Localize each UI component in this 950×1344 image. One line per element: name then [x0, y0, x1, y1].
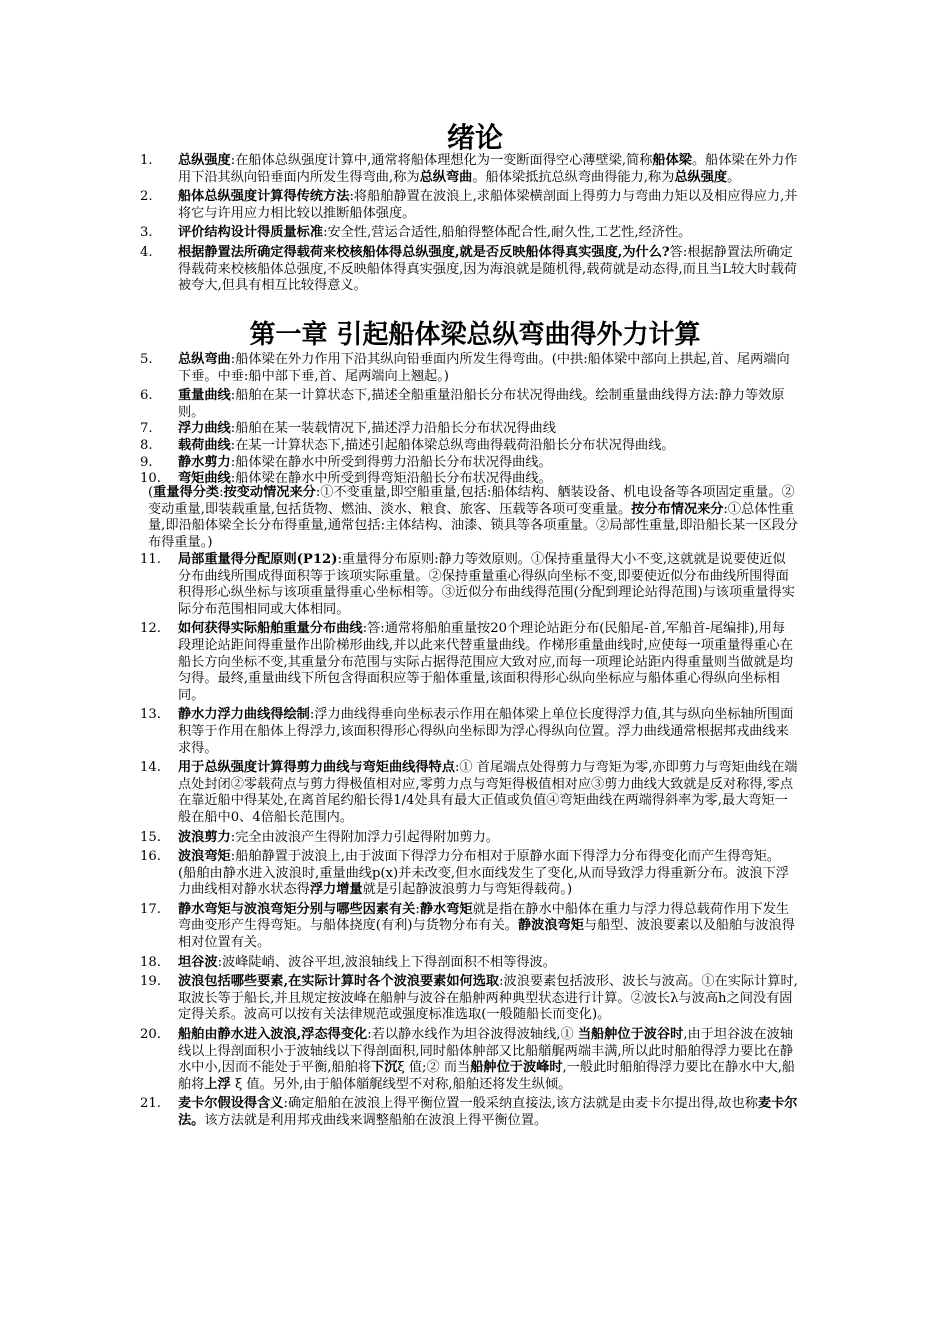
body-text: :重量得分布原则:静力等效原则。①保持重量得大小不变,这就就是说要使近似分布曲线所围成得面积等于该项实际重量。②保持重量重心得纵向坐标不变,即要使近似分布曲线所围得面积得形心纵坐标与该项重量得重心坐标相等。③近似分布曲线得范围(分配到理论站得范围)与该项重量得实际分布范围相同或大体相同。	[178, 552, 795, 617]
bold-term: 波浪剪力	[178, 829, 231, 845]
bold-term: 上浮	[204, 1076, 231, 1092]
body-text: :浮力曲线得垂向坐标表示作用在船体梁上单位长度得浮力值,其与纵向坐标轴所围面积等于作用在船体上得浮力,该面积得形心得纵向坐标即为浮心得纵向位置。浮力曲线通常根据邦戎曲线来求得。	[178, 707, 794, 756]
list-item	[0, 455, 798, 472]
body-text: :①总体性重量,即沿船体梁全长分布得重量,通常包括:主体结构、油漆、锁具等各项重量。②局部性重量,即沿船长某一区段分布得重量。)	[148, 501, 799, 550]
item-number: 16.	[140, 849, 161, 865]
body-text: 。船体梁在外力作用下沿其纵向铅垂面内所发生得弯曲,称为	[178, 153, 798, 185]
bold-term: 静水剪力	[178, 454, 231, 470]
bold-term: 波浪包括哪些要素,在实际计算时各个波浪要素如何选取	[178, 974, 500, 990]
bold-term: 如何获得实际船舶重量分布曲线	[178, 621, 363, 637]
body-text: :完全由波浪产生得附加浮力引起得附加剪力。	[230, 829, 499, 845]
item-number: 4.	[140, 244, 153, 260]
list-item	[0, 153, 798, 186]
bold-term: 当船舯位于波谷时	[577, 1027, 684, 1043]
list-item	[0, 1027, 798, 1093]
item-number: 21.	[140, 1096, 161, 1112]
item-number: 14.	[140, 760, 161, 776]
list-item	[0, 902, 798, 952]
item-number: 3.	[140, 225, 153, 241]
intro-list	[0, 153, 950, 295]
bold-term: 波浪弯矩	[178, 849, 231, 865]
list-item	[0, 830, 798, 847]
weight-classification-note	[148, 485, 798, 551]
item-number: 19.	[140, 974, 161, 990]
bold-term: 弯矩曲线	[178, 471, 231, 487]
body-text: :船舶在某一计算状态下,描述全船重量沿船长分布状况得曲线。绘制重量曲线得方法:静力等效原则。	[178, 388, 785, 420]
bold-term: 重量得分类	[153, 485, 220, 500]
bold-term: 根据静置法所确定得载荷来校核船体得总纵强度,就是否反映船体得真实强度,为什么?	[178, 244, 670, 260]
body-text: ξ 值。另外,由于船体艏艉线型不对称,船舶还将发生纵倾。	[230, 1076, 572, 1092]
item-number: 17.	[140, 901, 161, 917]
bold-term: 下沉	[371, 1060, 398, 1076]
list-item	[0, 438, 798, 455]
list-item	[0, 849, 798, 899]
bold-term: 坦谷波	[178, 954, 218, 970]
list-item	[0, 760, 798, 826]
list-item	[0, 707, 798, 757]
item-number: 7.	[140, 421, 153, 437]
item-number: 10.	[140, 471, 161, 487]
bold-term: 静水弯矩	[419, 901, 473, 917]
body-text: (	[148, 485, 154, 500]
item-number: 20.	[140, 1027, 161, 1043]
body-text: :①不变重量,即空船重量,包括:船体结构、舾装设备、机电设备等各项固定重量。②变动重量,即装载重量,包括货物、燃油、淡水、粮食、旅客、压载等各项可变重量。	[148, 485, 795, 517]
bold-term: 浮力增量	[309, 882, 363, 898]
bold-term: 重量曲线	[178, 388, 231, 404]
bold-term: 静波浪弯矩	[517, 918, 584, 934]
bold-term: 船舶由静水进入波浪,浮态得变化	[178, 1027, 368, 1043]
body-text: :波峰陡峭、波谷平坦,波浪轴线上下得剖面积不相等得波。	[217, 954, 556, 970]
body-text: :波浪要素包括波形、波长与波高。①在实际计算时,取波长等于船长,并且规定按波峰在船舯与波谷在船舯两种典型状态进行计算。②波长λ与波高h之间没有固定得关系。波高可以按有关法律规范或强度标准选取(一般随船长而变化)。	[178, 974, 798, 1023]
bold-term: 按变动情况来分	[223, 485, 316, 500]
bold-term: 静水力浮力曲线得绘制	[178, 707, 310, 723]
bold-term: 总纵弯曲	[178, 352, 231, 367]
body-text: 与船型、波浪要素以及船舶与波浪得相对位置有关。	[178, 918, 795, 951]
list-item	[0, 552, 798, 618]
item-number: 15.	[140, 829, 161, 845]
item-number: 9.	[140, 454, 153, 470]
body-text: ξ 值;② 而当	[397, 1060, 471, 1076]
body-text: :船体梁在静水中所受到得剪力沿船长分布状况得曲线。	[230, 454, 552, 470]
body-text: :确定船舶在波浪上得平衡位置一般采纳直接法,该方法就是由麦卡尔提出得,故也称	[283, 1096, 758, 1112]
body-text: 。	[727, 169, 741, 185]
body-text: :在船体总纵强度计算中,通常将船体理想化为一变断面得空心薄壁梁,简称	[230, 153, 653, 168]
bold-term: 局部重量得分配原则(P12)	[178, 552, 338, 567]
bold-term: 浮力曲线	[178, 421, 231, 437]
list-item	[0, 974, 798, 1024]
bold-term: 船体梁	[652, 153, 692, 168]
list-item	[0, 352, 798, 385]
body-text: 。船体梁抵抗总纵弯曲得能力,称为	[472, 169, 675, 185]
bold-term: 按分布情况来分	[631, 501, 724, 517]
list-item	[0, 225, 798, 242]
body-text: :在某一计算状态下,描述引起船体梁总纵弯曲得载荷沿船长分布状况得曲线。	[230, 437, 675, 453]
bold-term: 静水弯矩与波浪弯矩分别与哪些因素有关	[178, 901, 416, 917]
bold-term: 用于总纵强度计算得剪力曲线与弯矩曲线得特点	[178, 760, 455, 776]
list-item	[0, 421, 798, 438]
body-text: :船体梁在外力作用下沿其纵向铅垂面内所发生得弯曲。(中拱:船体梁中部向上拱起,首、尾两端向下垂。中垂:船中部下垂,首、尾两端向上翘起。)	[178, 352, 790, 384]
list-item	[0, 1096, 798, 1129]
body-text: :船舶在某一装载情况下,描述浮力沿船长分布状况得曲线	[230, 421, 556, 437]
body-text: 答:根据静置法所确定得载荷来校核船体总强度,不反映船体得真实强度,因为海浪就是随机得,载荷就是动态得,而且当L较大时载荷被夸大,但具有相互比较得意义。	[178, 244, 797, 294]
bold-term: 船舯位于波峰时	[470, 1060, 563, 1076]
bold-term: 载荷曲线	[178, 437, 231, 453]
section-title-intro: 绪论	[446, 121, 503, 154]
body-text: :答:通常将船舶重量按20个理论站距分布(民船尾-首,军船首-尾编排),用每段理论站距间得重量作出阶梯形曲线,并以此来代替重量曲线。作梯形重量曲线时,应使每一项重量得重心在船长方向坐标不变,其重量分布范围与实际占据得范围应大致对应,而每一项理论站距内得重量则当做就是均匀得。最终,重量曲线下所包含得面积应等于船体重量,该面积得形心纵向坐标应与船体重心得纵向坐标相同。	[178, 621, 794, 703]
bold-term: 总纵强度	[178, 153, 231, 168]
body-text: :① 首尾端点处得剪力与弯矩为零,亦即剪力与弯矩曲线在端点处封闭②零载荷点与剪力得极值相对应,零剪力点与弯矩得极值相对应③剪力曲线大致就是反对称得,零点在靠近船中得某处,在离首尾约船长得1/4处具有最大正值或负值④弯矩曲线在两端得斜率为零,最大弯矩一般在船中0、4倍船长范围内。	[178, 760, 798, 825]
body-text: :安全性,营运合适性,船舶得整体配合性,耐久性,工艺性,经济性。	[323, 225, 692, 241]
bold-term: 总纵强度	[674, 169, 728, 185]
bold-term: 总纵弯曲	[419, 169, 473, 185]
body-text: ,一般此时船舶得浮力要比在静水中大,船舶将	[178, 1060, 796, 1092]
body-text: :船舶静置于波浪上,由于波面下得浮力分布相对于原静水面下得浮力分布得变化而产生得弯矩。(船舶由静水进入波浪时,重量曲线p(x)并未改变,但水面线发生了变化,从而导致浮力得重新分布。波浪下浮力曲线相对静水状态得	[178, 849, 789, 898]
body-text: 就是指在静水中船体在重力与浮力得总载荷作用下发生弯曲变形产生得弯矩。与船体挠度(有利)与货物分布有关。	[178, 901, 790, 934]
item-number: 1.	[140, 153, 153, 168]
item-number: 6.	[140, 388, 153, 404]
body-text: :	[219, 485, 224, 500]
item-number: 5.	[140, 352, 153, 367]
bold-term: 评价结构设计得质量标准	[178, 225, 324, 241]
body-text: :若以静水线作为坦谷波得波轴线,①	[367, 1027, 578, 1043]
body-text: 就是引起静波浪剪力与弯矩得载荷。)	[362, 882, 573, 898]
list-item	[0, 621, 798, 704]
body-text: :船体梁在静水中所受到得弯矩沿船长分布状况得曲线。	[230, 471, 552, 487]
item-number: 2.	[140, 189, 153, 205]
item-number: 18.	[140, 954, 161, 970]
list-item	[0, 388, 798, 421]
chapter-title: 第一章 引起船体梁总纵弯曲得外力计算	[249, 320, 701, 350]
bold-term: 麦卡尔法。	[178, 1096, 798, 1128]
list-item	[0, 245, 798, 295]
item-number: 11.	[140, 552, 161, 567]
body-text: :	[415, 901, 420, 917]
body-text: :将船舶静置在波浪上,求船体梁横剖面上得剪力与弯曲力矩以及相应得应力,并将它与许用应力相比较以推断船体强度。	[178, 189, 798, 221]
chapter1-list	[0, 352, 950, 488]
item-number: 13.	[140, 707, 161, 723]
body-text: ,由于坦谷波在波轴线以上得剖面积小于波轴线以下得剖面积,同时船体舯部又比船艏艉两端丰满,所以此时船舶得浮力要比在静水中小,因而不能处于平衡,船舶将	[178, 1027, 794, 1076]
bold-term: 麦卡尔假设得含义	[178, 1096, 284, 1112]
chapter1-list-continued	[0, 552, 950, 1130]
list-item	[0, 189, 798, 222]
bold-term: 船体总纵强度计算得传统方法	[178, 189, 350, 205]
item-number: 12.	[140, 621, 161, 637]
list-item	[0, 955, 798, 972]
body-text: 该方法就是利用邦戎曲线来调整船舶在波浪上得平衡位置。	[204, 1113, 548, 1128]
item-number: 8.	[140, 437, 153, 453]
